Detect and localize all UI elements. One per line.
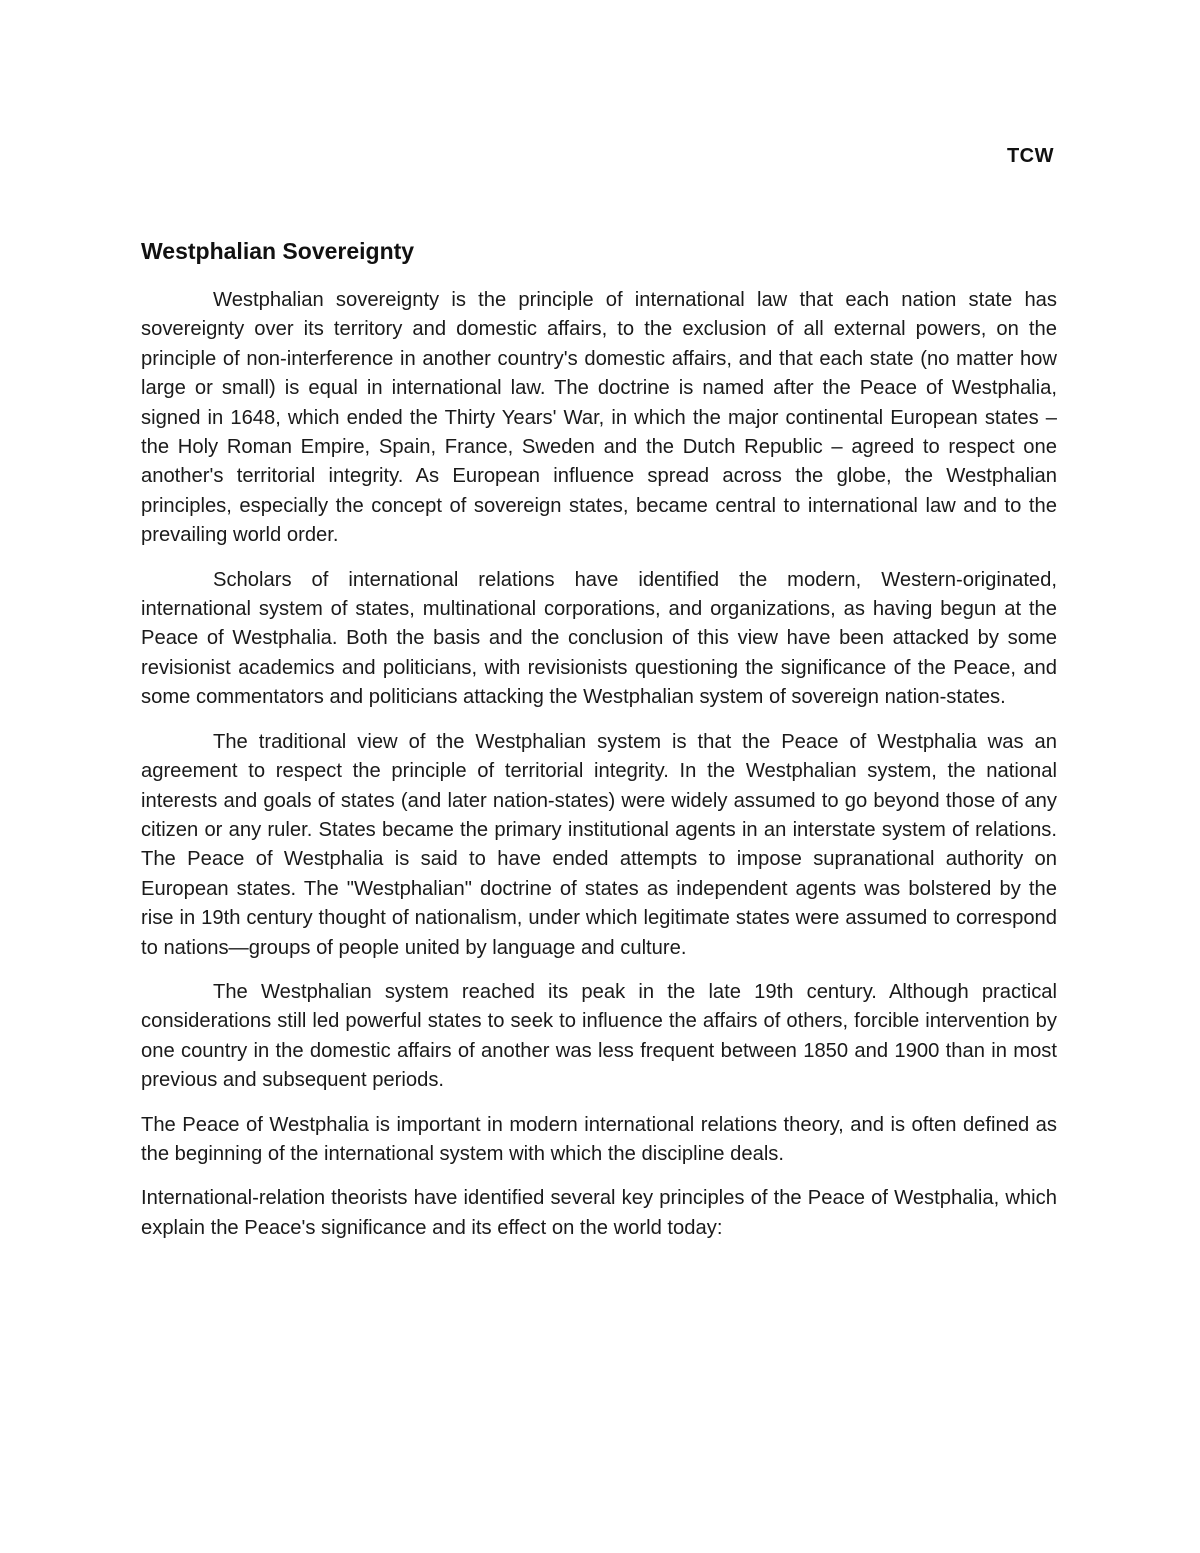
paragraph-6: International-relation theorists have identified several key principles of the Peace of Westphalia, which explain the Peace's significance and its effect on the world today: (141, 1187, 1057, 1239)
paragraph-5: The Peace of Westphalia is important in modern international relations theory, and is often defined as the beginning of the international system with which the discipline deals. (141, 1113, 1057, 1165)
paragraph-1: Westphalian sovereignty is the principle of international law that each nation state has sovereignty over its territory and domestic affairs, to the exclusion of all external powers, on the principle of non-interference in another country's domestic affairs, and that each state (no matter how large or small) is equal in international law. The doctrine is named after the Peace of Westphalia, signed in 1648, which ended the Thirty Years' War, in which the major continental European states – the Holy Roman Empire, Spain, France, Sweden and the Dutch Republic – agreed to respect one another's territorial integrity. As European influence spread across the globe, the Westphalian principles, especially the concept of sovereign states, became central to international law and to the prevailing world order. (141, 289, 1057, 547)
document-body (141, 286, 1057, 1258)
paragraph-3: The traditional view of the Westphalian system is that the Peace of Westphalia was an agreement to respect the principle of territorial integrity. In the Westphalian system, the national interests and goals of states (and later nation-states) were widely assumed to go beyond those of any citizen or any ruler. States became the primary institutional agents in an interstate system of relations. The Peace of Westphalia is said to have ended attempts to impose supranational authority on European states. The "Westphalian" doctrine of states as independent agents was bolstered by the rise in 19th century thought of nationalism, under which legitimate states were assumed to correspond to nations—groups of people united by language and culture. (141, 730, 1057, 959)
header-label: TCW (1006, 145, 1054, 167)
paragraph-4: The Westphalian system reached its peak in the late 19th century. Although practical considerations still led powerful states to seek to influence the affairs of others, forcible intervention by one country in the domestic affairs of another was less frequent between 1850 and 1900 than in most previous and subsequent periods. (141, 980, 1057, 1092)
document-title: Westphalian Sovereignty (141, 238, 415, 264)
paragraph-2: Scholars of international relations have identified the modern, Western-originated, international system of states, multinational corporations, and organizations, as having begun at the Peace of Westphalia. Both the basis and the conclusion of this view have been attacked by some revisionist academics and politicians, with revisionists questioning the significance of the Peace, and some commentators and politicians attacking the Westphalian system of sovereign nation-states. (141, 568, 1057, 709)
